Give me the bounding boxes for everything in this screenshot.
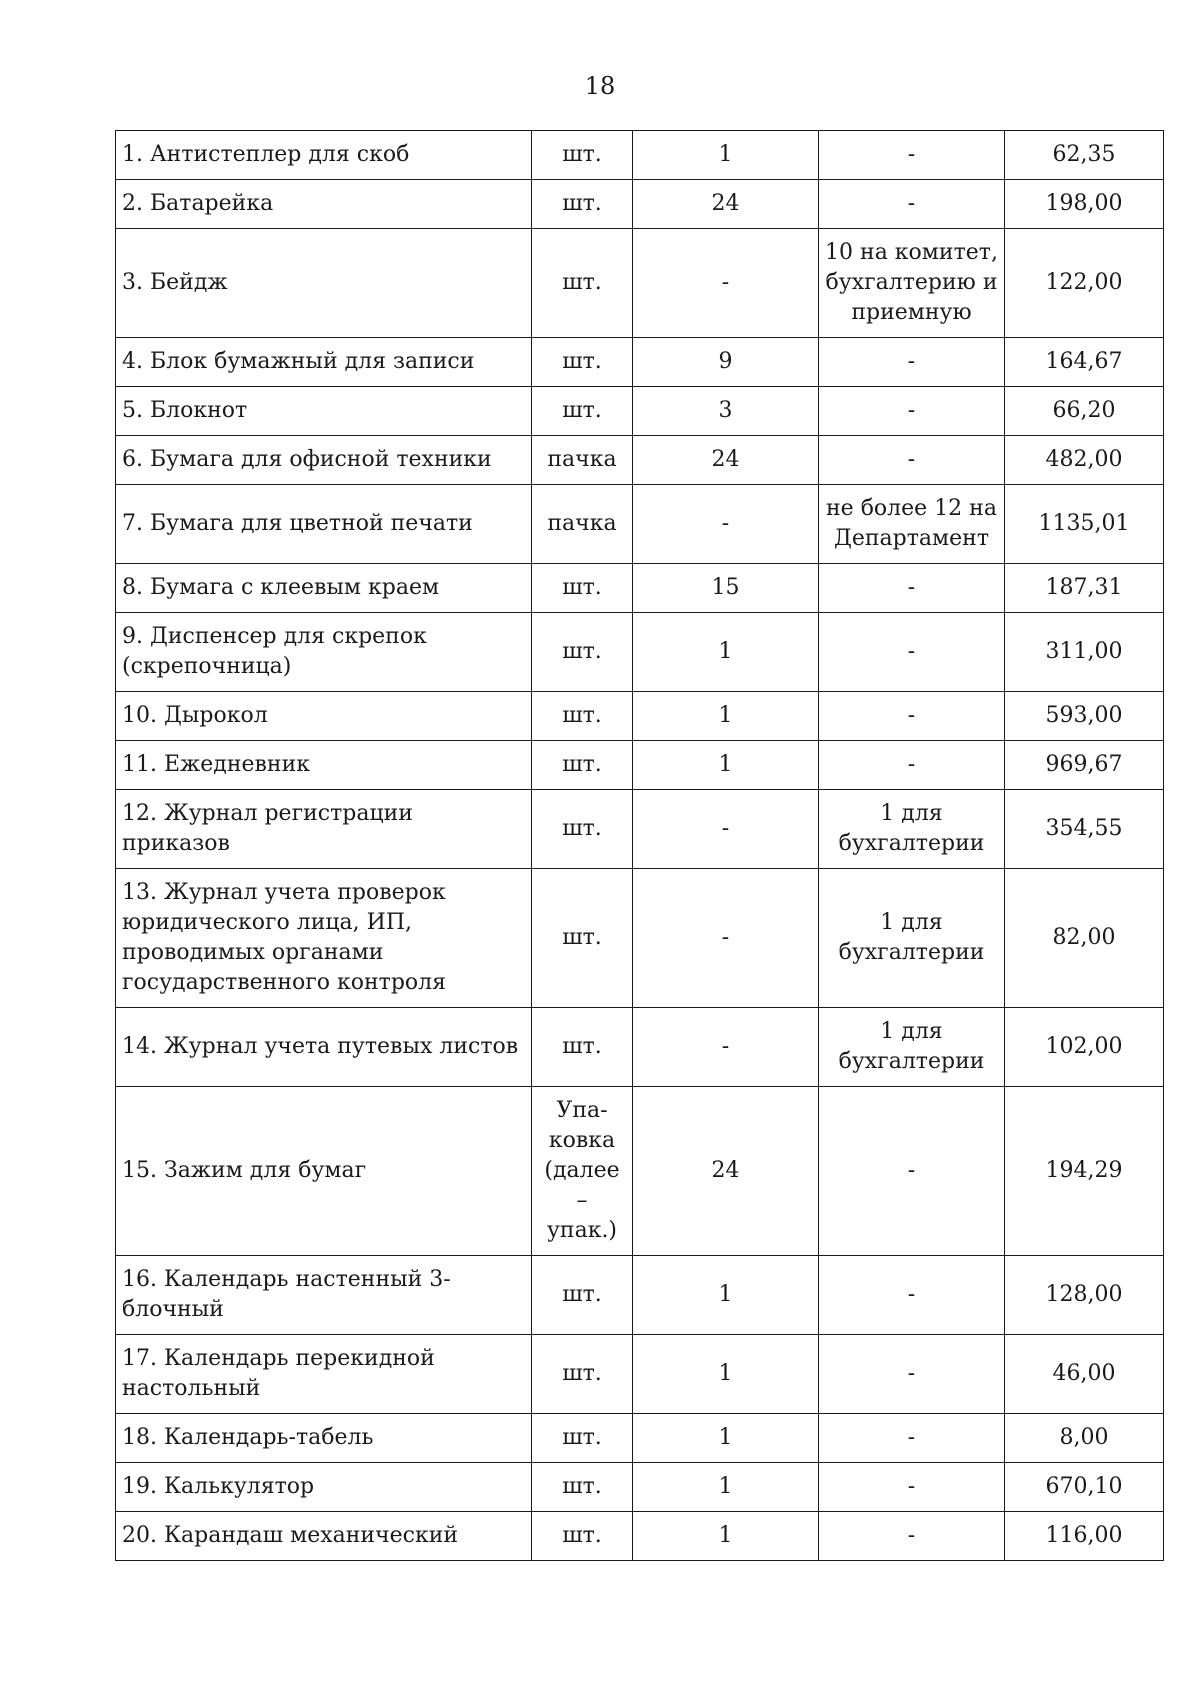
item-unit: пачка [532, 485, 633, 564]
item-name: 10. Дырокол [116, 692, 532, 741]
item-quantity: 1 [633, 692, 819, 741]
table-row [116, 790, 1164, 869]
item-unit: шт. [532, 229, 633, 338]
item-name: 5. Блокнот [116, 387, 532, 436]
item-quantity: 15 [633, 564, 819, 613]
item-quantity: 1 [633, 1463, 819, 1512]
item-note: - [819, 564, 1005, 613]
item-name: 19. Калькулятор [116, 1463, 532, 1512]
item-unit: шт. [532, 1008, 633, 1087]
item-quantity: - [633, 1008, 819, 1087]
item-unit: шт. [532, 180, 633, 229]
item-price: 116,00 [1005, 1512, 1164, 1561]
table-row [116, 692, 1164, 741]
item-price: 311,00 [1005, 613, 1164, 692]
item-name: 9. Диспенсер для скрепок (скрепочница) [116, 613, 532, 692]
item-name: 17. Календарь перекидной настольный [116, 1335, 532, 1414]
item-name: 16. Календарь настенный 3-блочный [116, 1256, 532, 1335]
item-name: 6. Бумага для офисной техники [116, 436, 532, 485]
item-unit: шт. [532, 387, 633, 436]
item-name: 13. Журнал учета проверок юридического лица, ИП, проводимых органами государственного контроля [116, 869, 532, 1008]
item-unit: шт. [532, 741, 633, 790]
table-row [116, 338, 1164, 387]
item-quantity: 1 [633, 1256, 819, 1335]
item-price: 66,20 [1005, 387, 1164, 436]
item-note: - [819, 131, 1005, 180]
item-price: 482,00 [1005, 436, 1164, 485]
item-note: не более 12 на Департамент [819, 485, 1005, 564]
item-unit: шт. [532, 131, 633, 180]
item-quantity: 1 [633, 741, 819, 790]
item-note: - [819, 1256, 1005, 1335]
item-unit: шт. [532, 564, 633, 613]
item-price: 46,00 [1005, 1335, 1164, 1414]
item-note: - [819, 613, 1005, 692]
item-note: 10 на комитет, бухгалтерию и приемную [819, 229, 1005, 338]
table-row [116, 387, 1164, 436]
item-price: 187,31 [1005, 564, 1164, 613]
table-row [116, 1087, 1164, 1256]
table-row [116, 1335, 1164, 1414]
item-quantity: - [633, 790, 819, 869]
item-note: - [819, 692, 1005, 741]
item-price: 102,00 [1005, 1008, 1164, 1087]
item-name: 12. Журнал регистрации приказов [116, 790, 532, 869]
item-unit: шт. [532, 790, 633, 869]
item-price: 62,35 [1005, 131, 1164, 180]
table-row [116, 613, 1164, 692]
table-row [116, 1414, 1164, 1463]
table-row [116, 485, 1164, 564]
item-unit: шт. [532, 1335, 633, 1414]
table-row [116, 1008, 1164, 1087]
item-note: - [819, 1335, 1005, 1414]
item-note: - [819, 1463, 1005, 1512]
item-price: 198,00 [1005, 180, 1164, 229]
item-quantity: 3 [633, 387, 819, 436]
item-note: - [819, 387, 1005, 436]
item-price: 128,00 [1005, 1256, 1164, 1335]
item-quantity: 1 [633, 1512, 819, 1561]
item-note: - [819, 436, 1005, 485]
table-row [116, 1512, 1164, 1561]
item-name: 1. Антистеплер для скоб [116, 131, 532, 180]
item-price: 593,00 [1005, 692, 1164, 741]
page-number: 18 [584, 72, 616, 100]
table-row [116, 869, 1164, 1008]
item-price: 1135,01 [1005, 485, 1164, 564]
item-unit: шт. [532, 692, 633, 741]
item-name: 15. Зажим для бумаг [116, 1087, 532, 1256]
item-quantity: 1 [633, 1335, 819, 1414]
item-quantity: 1 [633, 131, 819, 180]
table-row [116, 436, 1164, 485]
item-quantity: 24 [633, 1087, 819, 1256]
item-price: 969,67 [1005, 741, 1164, 790]
table-row [116, 1463, 1164, 1512]
item-note: - [819, 1087, 1005, 1256]
item-quantity: 24 [633, 180, 819, 229]
item-note: - [819, 1414, 1005, 1463]
item-name: 18. Календарь-табель [116, 1414, 532, 1463]
table-row [116, 1256, 1164, 1335]
item-quantity: 9 [633, 338, 819, 387]
item-price: 82,00 [1005, 869, 1164, 1008]
table-row [116, 131, 1164, 180]
item-note: - [819, 741, 1005, 790]
item-unit: пачка [532, 436, 633, 485]
table-row [116, 180, 1164, 229]
item-quantity: - [633, 485, 819, 564]
item-note: 1 для бухгалтерии [819, 1008, 1005, 1087]
item-name: 7. Бумага для цветной печати [116, 485, 532, 564]
item-quantity: 1 [633, 1414, 819, 1463]
item-quantity: - [633, 229, 819, 338]
item-price: 670,10 [1005, 1463, 1164, 1512]
table-row [116, 741, 1164, 790]
item-unit: шт. [532, 1512, 633, 1561]
item-name: 8. Бумага с клеевым краем [116, 564, 532, 613]
item-unit: шт. [532, 869, 633, 1008]
item-note: - [819, 180, 1005, 229]
supplies-table [115, 130, 1164, 1561]
item-name: 2. Батарейка [116, 180, 532, 229]
table-row [116, 564, 1164, 613]
item-unit: шт. [532, 613, 633, 692]
item-name: 20. Карандаш механический [116, 1512, 532, 1561]
item-note: 1 для бухгалтерии [819, 790, 1005, 869]
item-price: 194,29 [1005, 1087, 1164, 1256]
item-note: - [819, 338, 1005, 387]
item-quantity: 1 [633, 613, 819, 692]
table-row [116, 229, 1164, 338]
item-unit: шт. [532, 1256, 633, 1335]
item-price: 8,00 [1005, 1414, 1164, 1463]
item-unit: Упа-ковка (далее – упак.) [532, 1087, 633, 1256]
item-quantity: 24 [633, 436, 819, 485]
item-name: 4. Блок бумажный для записи [116, 338, 532, 387]
item-unit: шт. [532, 1414, 633, 1463]
item-unit: шт. [532, 1463, 633, 1512]
item-unit: шт. [532, 338, 633, 387]
item-name: 11. Ежедневник [116, 741, 532, 790]
item-price: 122,00 [1005, 229, 1164, 338]
item-name: 3. Бейдж [116, 229, 532, 338]
item-note: - [819, 1512, 1005, 1561]
item-note: 1 для бухгалтерии [819, 869, 1005, 1008]
item-price: 164,67 [1005, 338, 1164, 387]
item-quantity: - [633, 869, 819, 1008]
item-price: 354,55 [1005, 790, 1164, 869]
item-name: 14. Журнал учета путевых листов [116, 1008, 532, 1087]
